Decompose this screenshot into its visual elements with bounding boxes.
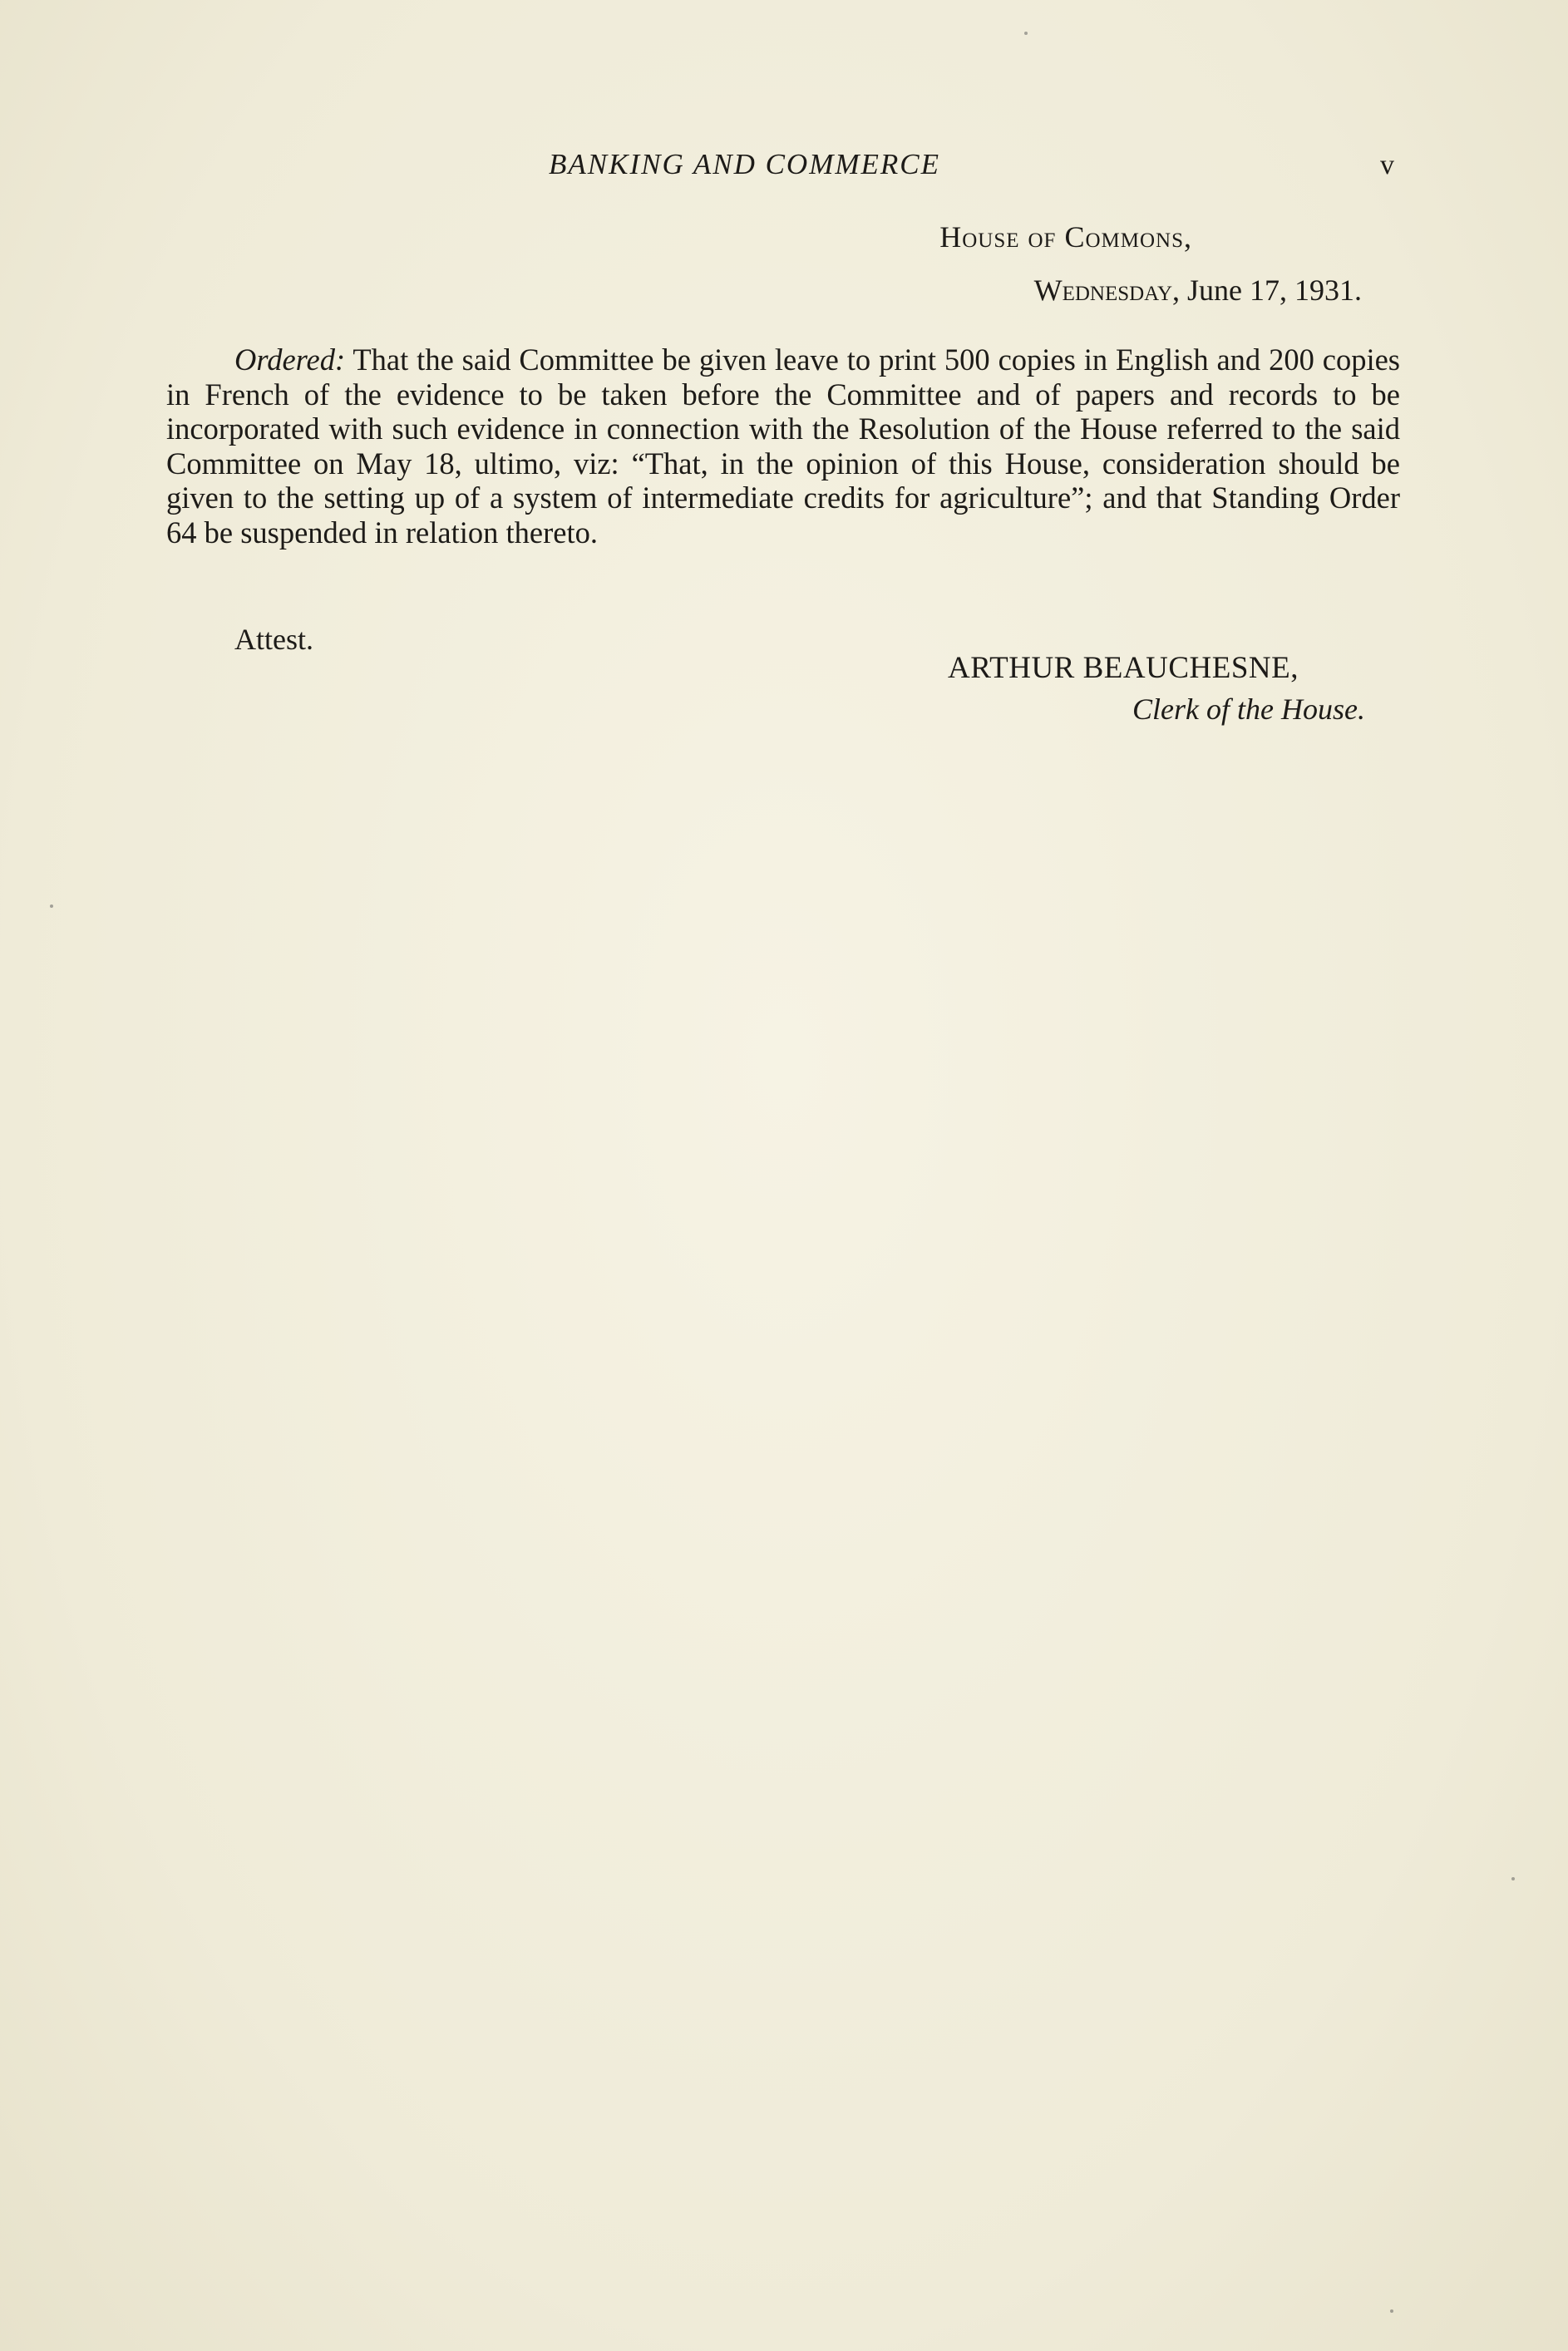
paper-speck [1024, 32, 1028, 35]
place-line: House of Commons, [939, 220, 1192, 254]
signature-name: ARTHUR BEAUCHESNE, [947, 651, 1299, 685]
paper-speck [50, 904, 53, 908]
date-rest: June 17, 1931. [1180, 274, 1362, 307]
running-head: BANKING AND COMMERCE [549, 148, 941, 180]
paper-speck [1511, 1877, 1515, 1880]
date-line [1034, 273, 1362, 308]
paper-speck [1390, 2309, 1393, 2313]
order-lead: Ordered: [234, 343, 346, 377]
attest-line: Attest. [234, 623, 313, 656]
order-body: That the said Committee be given leave to print 500 copies in English and 200 copies in French of the evidence to be taken before the Committee and of papers and records to be incorporated with such evidence in connection with the Resolution of the House referred to the said Committee on May 18, ultimo, viz: “That, in the opinion of this House, consideration should be given to the setting up of a system of intermediate credits for agriculture”; and that Standing Order 64 be suspended in relation thereto. [166, 343, 1400, 550]
signature-title: Clerk of the House. [1132, 692, 1365, 726]
page-number: v [1380, 150, 1394, 180]
order-paragraph [166, 343, 1400, 550]
date-day: Wednesday, [1033, 274, 1180, 307]
